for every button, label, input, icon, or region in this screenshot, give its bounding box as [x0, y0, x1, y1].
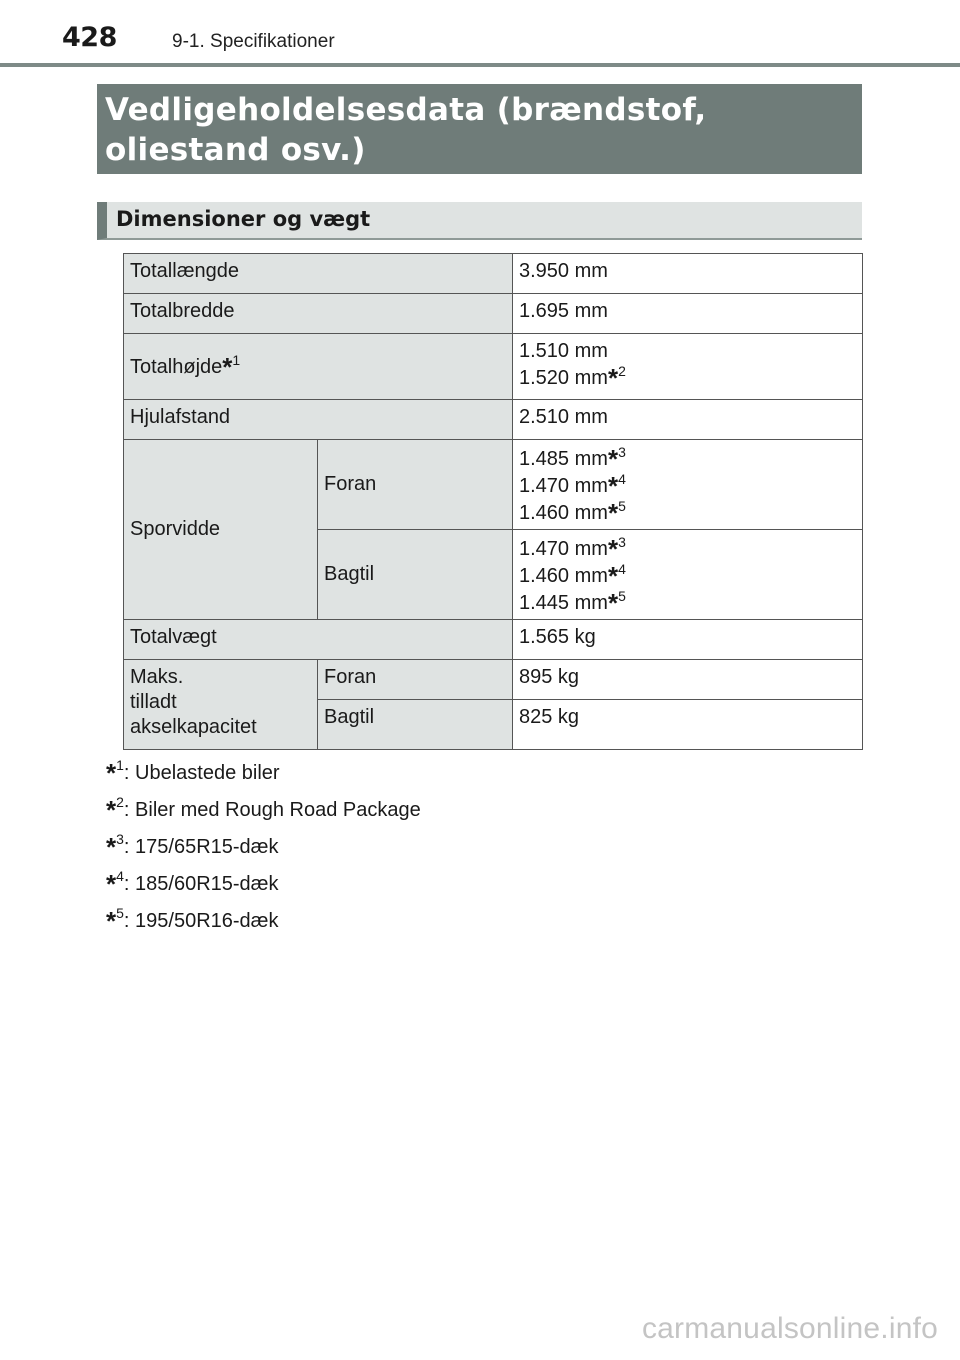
- track-rear-value: 1.470 mm: [519, 538, 608, 560]
- track-front-value: 1.470 mm: [519, 475, 608, 497]
- subsection-header: [97, 202, 862, 240]
- title-banner: [97, 84, 862, 174]
- table-row: [124, 334, 863, 400]
- asterisk-mark: *: [106, 869, 117, 899]
- track-front-values: [513, 440, 863, 530]
- asterisk-mark: *: [607, 471, 619, 501]
- track-rear-values: [513, 530, 863, 620]
- axle-rear-label: Bagtil: [318, 700, 513, 750]
- table-row: [124, 660, 863, 700]
- footnote-ref: 3: [618, 534, 626, 550]
- axle-capacity-label-line: tilladt: [130, 691, 177, 713]
- track-rear-value: 1.445 mm: [519, 592, 608, 614]
- wheelbase-value: 2.510 mm: [513, 400, 863, 440]
- total-height-value: 1.510 mm: [519, 340, 608, 362]
- asterisk-mark: *: [607, 561, 619, 591]
- footnote-ref: 5: [618, 588, 626, 604]
- total-height-label-cell: [124, 334, 513, 400]
- total-weight-value: 1.565 kg: [513, 620, 863, 660]
- track-rear-value: 1.460 mm: [519, 565, 608, 587]
- track-rear-label: Bagtil: [318, 530, 513, 620]
- page-number: 428: [62, 22, 117, 53]
- asterisk-mark: *: [106, 758, 117, 788]
- track-front-value: 1.485 mm: [519, 448, 608, 470]
- footnote: [106, 757, 421, 794]
- asterisk-mark: *: [106, 832, 117, 862]
- axle-front-label: Foran: [318, 660, 513, 700]
- footnote-number: 3: [116, 831, 124, 847]
- axle-capacity-label: [124, 660, 318, 750]
- page-title: Vedligeholdelsesdata (brændstof, oliestand osv.): [105, 92, 707, 168]
- footnote: [106, 831, 421, 868]
- asterisk-mark: *: [106, 906, 117, 936]
- total-length-label: Totallængde: [124, 254, 513, 294]
- axle-front-value: 895 kg: [513, 660, 863, 700]
- total-height-label: Totalhøjde: [130, 356, 223, 378]
- footnote-number: 1: [116, 757, 124, 773]
- footnote-ref: 2: [618, 363, 626, 379]
- section-label: 9-1. Specifikationer: [172, 31, 335, 52]
- total-width-label: Totalbredde: [124, 294, 513, 334]
- footnote-text: : 175/65R15-dæk: [123, 836, 279, 858]
- asterisk-mark: *: [607, 498, 619, 528]
- footnote-number: 4: [116, 868, 124, 884]
- footnote-text: : 185/60R15-dæk: [123, 873, 279, 895]
- total-height-value-cell: [513, 334, 863, 400]
- axle-capacity-label-line: akselkapacitet: [130, 716, 257, 738]
- track-front-label: Foran: [318, 440, 513, 530]
- dimensions-table: [123, 253, 863, 750]
- footnote-text: : Biler med Rough Road Package: [123, 799, 421, 821]
- footnotes: [106, 757, 421, 942]
- footnote: [106, 905, 421, 942]
- total-height-value-alt: 1.520 mm: [519, 367, 608, 389]
- table-row: [124, 294, 863, 334]
- footnote-ref: 1: [232, 352, 241, 368]
- axle-rear-value: 825 kg: [513, 700, 863, 750]
- total-length-value: 3.950 mm: [513, 254, 863, 294]
- total-weight-label: Totalvægt: [124, 620, 513, 660]
- asterisk-mark: *: [607, 444, 619, 474]
- footnote-text: : 195/50R16-dæk: [123, 910, 279, 932]
- footnote-number: 2: [116, 794, 124, 810]
- footnote-ref: 4: [618, 471, 626, 487]
- table-row: [124, 400, 863, 440]
- asterisk-mark: *: [607, 588, 619, 618]
- track-front-value: 1.460 mm: [519, 502, 608, 524]
- asterisk-mark: *: [222, 352, 233, 382]
- watermark: carmanualsonline.info: [641, 1312, 938, 1345]
- asterisk-mark: *: [607, 363, 619, 393]
- asterisk-mark: *: [607, 534, 619, 564]
- footnote-text: : Ubelastede biler: [123, 762, 280, 784]
- footnote-ref: 5: [618, 498, 626, 514]
- footnote: [106, 794, 421, 831]
- header-divider: [0, 63, 960, 67]
- footnote-ref: 4: [618, 561, 626, 577]
- track-label: Sporvidde: [124, 440, 318, 620]
- table-row: [124, 620, 863, 660]
- table-row: [124, 440, 863, 530]
- table-row: [124, 254, 863, 294]
- subsection-title: Dimensioner og vægt: [116, 207, 371, 231]
- wheelbase-label: Hjulafstand: [124, 400, 513, 440]
- total-width-value: 1.695 mm: [513, 294, 863, 334]
- asterisk-mark: *: [106, 795, 117, 825]
- footnote-number: 5: [116, 905, 124, 921]
- footnote-ref: 3: [618, 444, 626, 460]
- axle-capacity-label-line: Maks.: [130, 666, 184, 688]
- footnote: [106, 868, 421, 905]
